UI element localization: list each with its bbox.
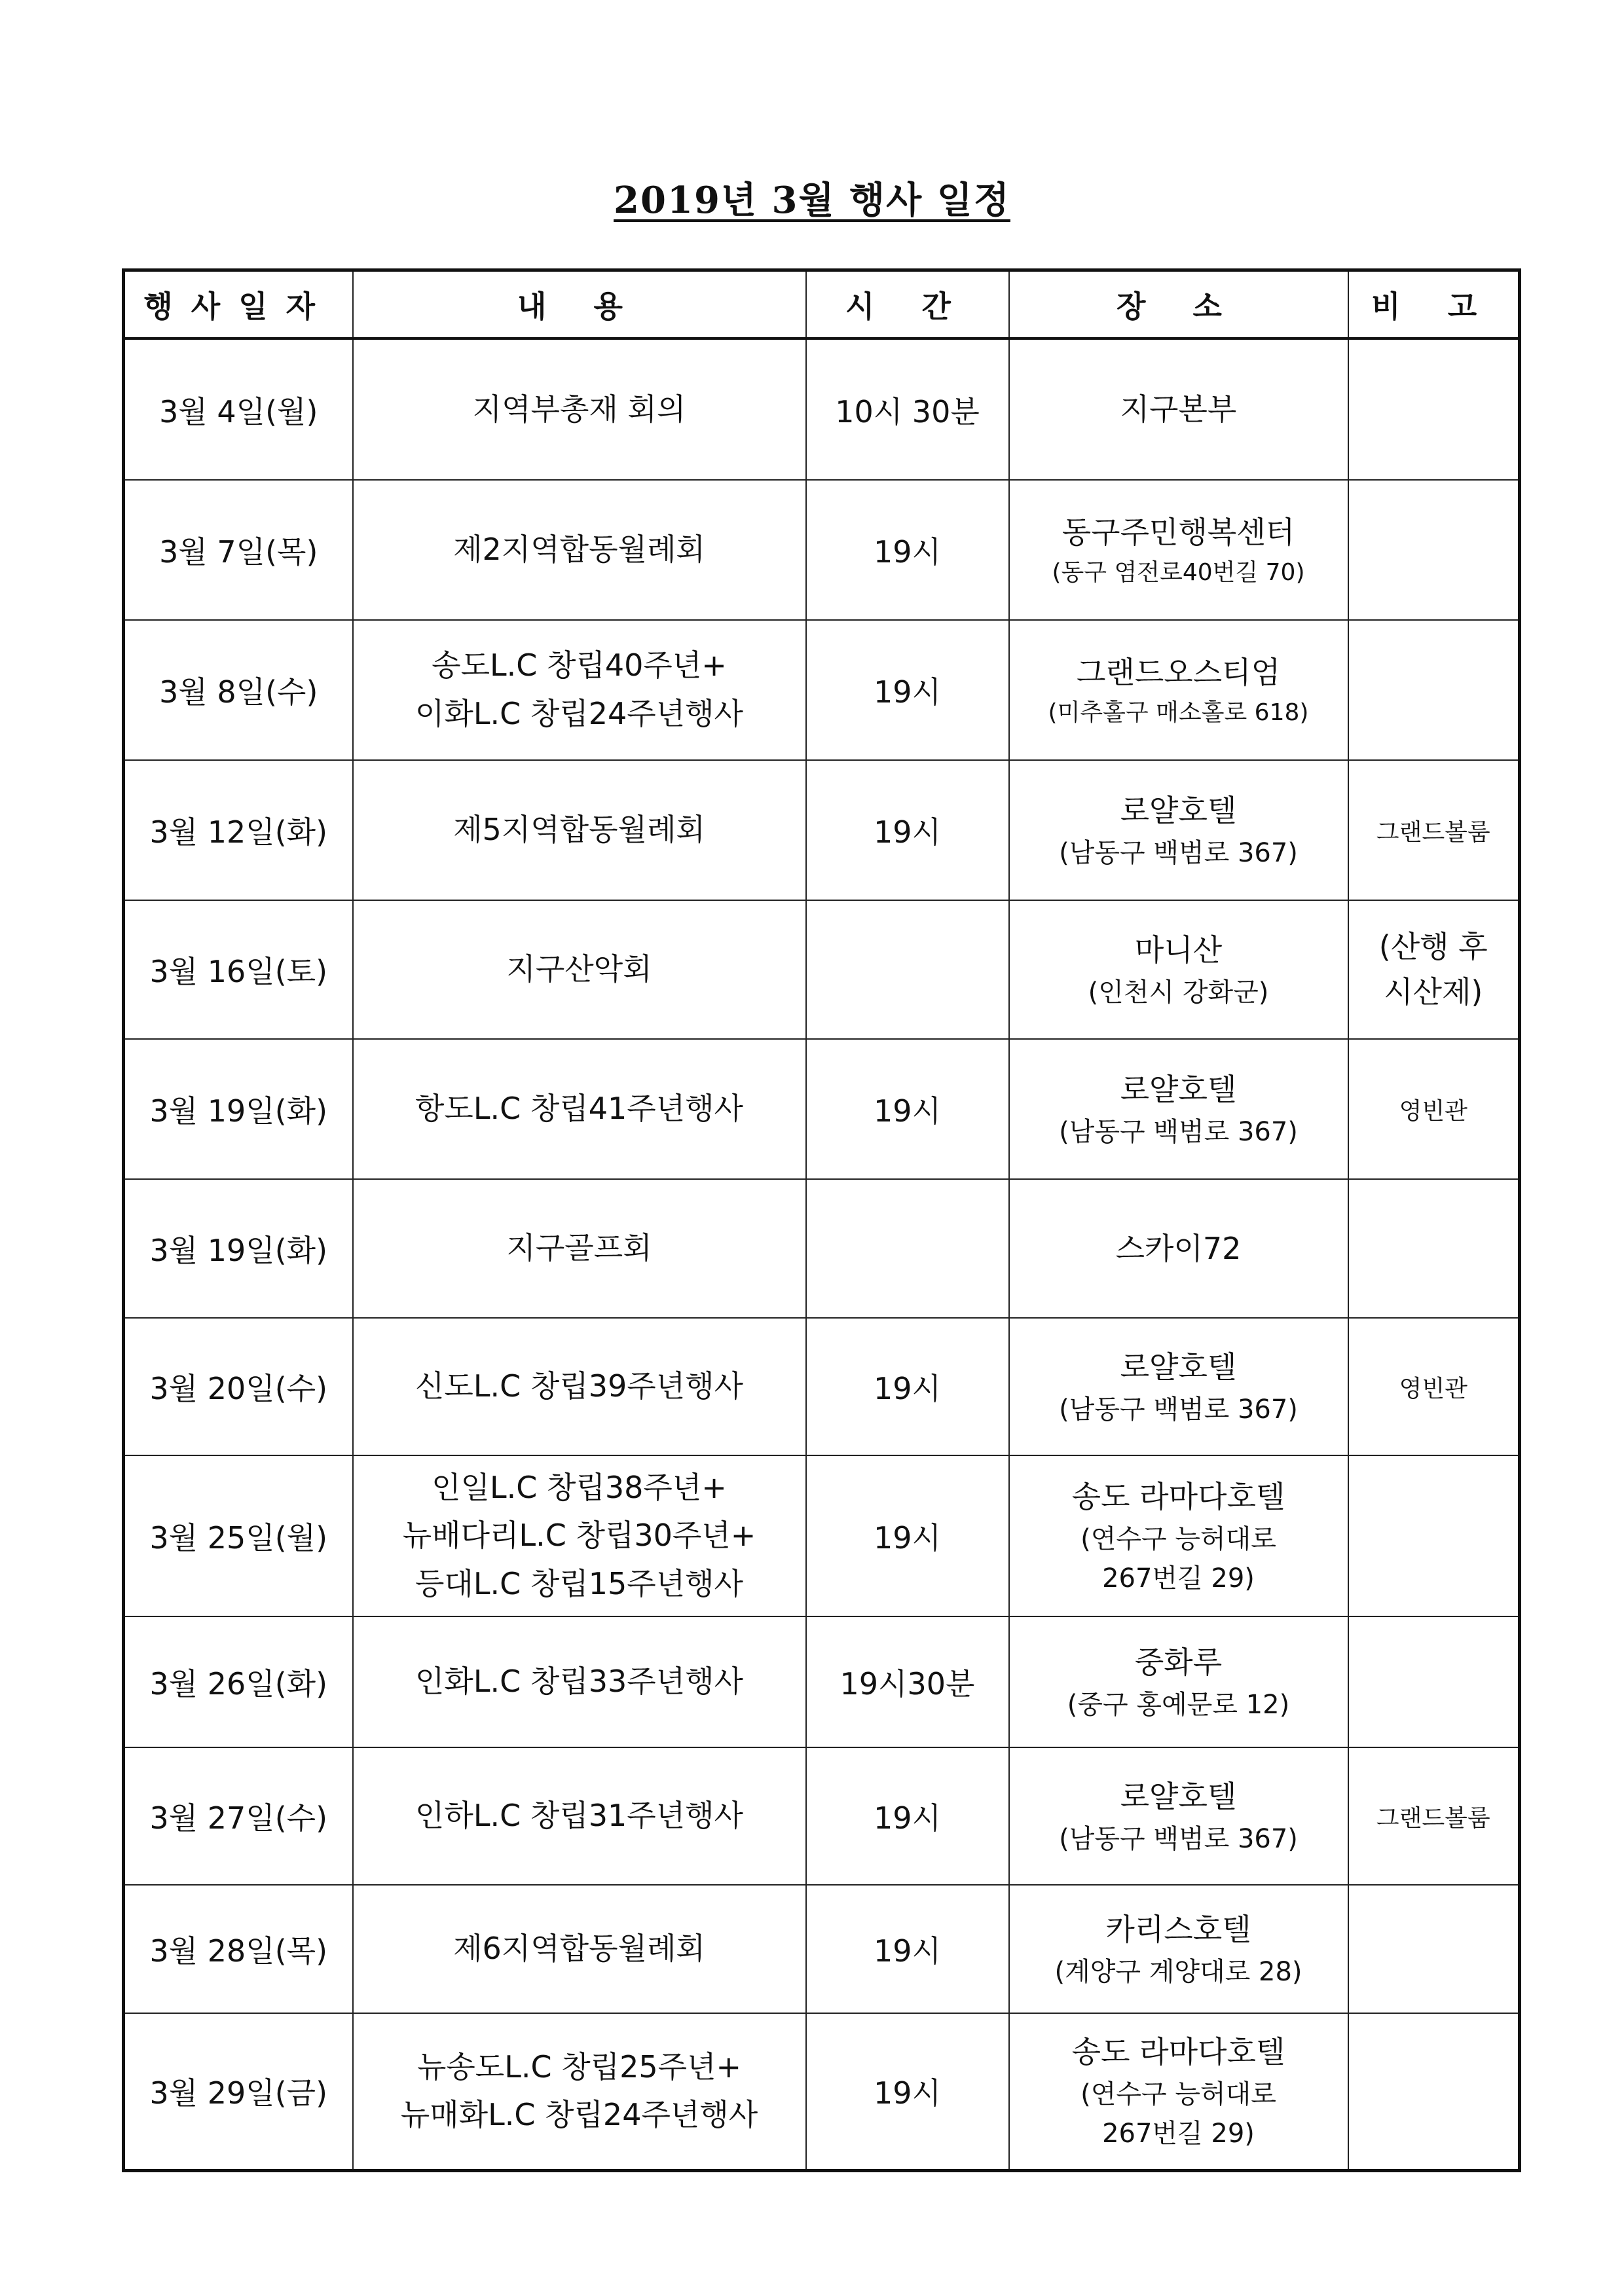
event-content-line: 지역부총재 회의 <box>472 391 686 427</box>
event-note: 그랜드볼룸 <box>1376 818 1490 846</box>
event-content-cell <box>353 1039 806 1179</box>
event-content-cell <box>353 1179 806 1318</box>
header-note <box>1348 270 1520 339</box>
event-date-cell <box>124 900 353 1039</box>
event-date-cell <box>124 760 353 900</box>
event-place-address: 267번길 29) <box>1102 2118 1255 2149</box>
table-row <box>124 338 1520 480</box>
table-header-row <box>124 270 1520 339</box>
event-date: 3월 8일(수) <box>159 674 318 710</box>
event-date: 3월 20일(수) <box>149 1371 328 1406</box>
event-content-cell <box>353 1616 806 1747</box>
event-place-address: (남동구 백범로 367) <box>1059 837 1298 868</box>
event-content-cell <box>353 338 806 480</box>
event-place-cell <box>1009 1885 1348 2013</box>
event-content-line: 제5지역합동월례회 <box>453 812 705 848</box>
event-note: (산행 후 <box>1378 929 1488 964</box>
event-date-cell <box>124 1318 353 1455</box>
event-place-cell <box>1009 1318 1348 1455</box>
event-place-address: (중구 홍예문로 12) <box>1067 1689 1290 1720</box>
event-time-cell <box>806 1747 1009 1885</box>
event-note-cell <box>1348 338 1520 480</box>
event-note-cell <box>1348 1039 1520 1179</box>
event-date: 3월 25일(월) <box>149 1520 328 1556</box>
event-date-cell <box>124 338 353 480</box>
table-row <box>124 760 1520 900</box>
event-date-cell <box>124 2013 353 2170</box>
event-date: 3월 12일(화) <box>149 814 328 850</box>
event-time-cell <box>806 1039 1009 1179</box>
event-place-cell <box>1009 760 1348 900</box>
event-place-name: 중화루 <box>1134 1644 1223 1680</box>
page-title <box>0 172 1624 224</box>
event-content-cell <box>353 480 806 620</box>
event-note-cell <box>1348 2013 1520 2170</box>
event-place-name: 송도 라마다호텔 <box>1071 2033 1285 2069</box>
event-place-address: (남동구 백범로 367) <box>1059 1823 1298 1854</box>
event-date: 3월 28일(목) <box>149 1933 328 1969</box>
event-date: 3월 7일(목) <box>159 534 318 570</box>
event-content-cell <box>353 1318 806 1455</box>
event-note: 시산제) <box>1384 974 1483 1010</box>
event-content-cell <box>353 2013 806 2170</box>
event-note-cell <box>1348 900 1520 1039</box>
event-content-cell <box>353 1885 806 2013</box>
table-row <box>124 1747 1520 1885</box>
header-date <box>124 270 353 339</box>
event-time: 19시 <box>874 534 941 570</box>
event-place-name: 카리스호텔 <box>1105 1911 1251 1947</box>
event-note: 영빈관 <box>1399 1375 1467 1402</box>
event-content-line: 이화L.C 창립24주년행사 <box>415 696 743 731</box>
event-content-line: 인화L.C 창립33주년행사 <box>415 1664 743 1700</box>
event-date-cell <box>124 1039 353 1179</box>
event-date-cell <box>124 1885 353 2013</box>
event-place-name: 지구본부 <box>1120 392 1237 427</box>
event-note-cell <box>1348 1885 1520 2013</box>
event-note: 그랜드볼룸 <box>1376 1804 1490 1832</box>
event-place-cell <box>1009 2013 1348 2170</box>
event-time: 19시 <box>874 674 941 710</box>
event-time-cell <box>806 1885 1009 2013</box>
event-time: 10시 30분 <box>835 393 980 429</box>
table-row <box>124 900 1520 1039</box>
event-time-cell <box>806 2013 1009 2170</box>
event-content-line: 지구산악회 <box>506 951 652 987</box>
event-content-line: 인하L.C 창립31주년행사 <box>415 1798 743 1834</box>
header-place-label: 장 소 <box>1116 289 1240 324</box>
event-date: 3월 19일(화) <box>149 1233 328 1268</box>
schedule-table <box>122 268 1521 2172</box>
event-date: 3월 27일(수) <box>149 1800 328 1836</box>
event-content-line: 제6지역합동월례회 <box>453 1931 705 1967</box>
event-content-line: 신도L.C 창립39주년행사 <box>415 1368 743 1404</box>
event-note-cell <box>1348 480 1520 620</box>
table-row <box>124 1455 1520 1616</box>
event-content-line: 제2지역합동월례회 <box>453 532 705 568</box>
event-note-cell <box>1348 620 1520 760</box>
table-row <box>124 1179 1520 1318</box>
event-place-name: 로얄호텔 <box>1120 1071 1237 1107</box>
event-place-cell <box>1009 480 1348 620</box>
event-place-cell <box>1009 900 1348 1039</box>
header-content-label: 내 용 <box>517 289 641 324</box>
event-time-cell <box>806 1455 1009 1616</box>
event-content-line: 인일L.C 창립38주년+ <box>432 1469 727 1505</box>
event-time: 19시30분 <box>840 1666 975 1702</box>
event-content-line: 송도L.C 창립40주년+ <box>432 647 727 683</box>
header-place <box>1009 270 1348 339</box>
event-content-line: 항도L.C 창립41주년행사 <box>415 1091 743 1127</box>
event-content-line: 지구골프회 <box>506 1230 652 1266</box>
table-row <box>124 1616 1520 1747</box>
header-time <box>806 270 1009 339</box>
event-date-cell <box>124 480 353 620</box>
event-content-line: 등대L.C 창립15주년행사 <box>415 1565 743 1601</box>
event-note-cell <box>1348 1179 1520 1318</box>
event-date: 3월 29일(금) <box>149 2075 328 2111</box>
event-place-name: 스카이72 <box>1115 1230 1242 1266</box>
event-place-cell <box>1009 620 1348 760</box>
event-note-cell <box>1348 1318 1520 1455</box>
event-place-address: 267번길 29) <box>1102 1563 1255 1594</box>
event-time-cell <box>806 1179 1009 1318</box>
event-date: 3월 19일(화) <box>149 1093 328 1129</box>
event-place-cell <box>1009 1179 1348 1318</box>
event-date-cell <box>124 1747 353 1885</box>
event-time-cell <box>806 900 1009 1039</box>
event-time-cell <box>806 338 1009 480</box>
table-row <box>124 1318 1520 1455</box>
event-time-cell <box>806 1318 1009 1455</box>
event-note-cell <box>1348 1616 1520 1747</box>
event-content-cell <box>353 900 806 1039</box>
event-time-cell <box>806 1616 1009 1747</box>
table-row <box>124 2013 1520 2170</box>
event-place-address: (계양구 계양대로 28) <box>1054 1956 1302 1987</box>
event-place-name: 송도 라마다호텔 <box>1071 1478 1285 1514</box>
event-content-line: 뉴매화L.C 창립24주년행사 <box>400 2097 758 2133</box>
event-date: 3월 16일(토) <box>149 954 328 989</box>
event-date: 3월 26일(화) <box>149 1666 328 1702</box>
table-row <box>124 480 1520 620</box>
event-place-cell <box>1009 1455 1348 1616</box>
event-place-address: (동구 염전로40번길 70) <box>1052 558 1305 586</box>
event-note-cell <box>1348 1747 1520 1885</box>
table-row <box>124 1039 1520 1179</box>
event-place-address: (남동구 백범로 367) <box>1059 1394 1298 1425</box>
event-time: 19시 <box>874 1800 941 1836</box>
event-date: 3월 4일(월) <box>159 393 318 429</box>
event-content-line: 뉴송도L.C 창립25주년+ <box>416 2049 742 2085</box>
event-place-address: (인천시 강화군) <box>1088 977 1269 1008</box>
event-content-cell <box>353 620 806 760</box>
event-note-cell <box>1348 760 1520 900</box>
event-date-cell <box>124 1179 353 1318</box>
event-time: 19시 <box>874 1933 941 1969</box>
event-place-name: 로얄호텔 <box>1120 1778 1237 1814</box>
page-title-text: 2019년 3월 행사 일정 <box>614 179 1010 222</box>
event-time-cell <box>806 620 1009 760</box>
event-place-name: 로얄호텔 <box>1120 792 1237 828</box>
event-time-cell <box>806 480 1009 620</box>
event-place-name: 마니산 <box>1134 932 1223 968</box>
event-content-cell <box>353 1747 806 1885</box>
event-place-address: (연수구 능허대로 <box>1080 1523 1276 1554</box>
event-place-cell <box>1009 1039 1348 1179</box>
event-place-cell <box>1009 1616 1348 1747</box>
event-date-cell <box>124 1616 353 1747</box>
event-place-name: 로얄호텔 <box>1120 1349 1237 1385</box>
table-row <box>124 1885 1520 2013</box>
event-date-cell <box>124 620 353 760</box>
event-place-cell <box>1009 1747 1348 1885</box>
event-time: 19시 <box>874 814 941 850</box>
event-content-cell <box>353 760 806 900</box>
event-time: 19시 <box>874 2075 941 2111</box>
header-content <box>353 270 806 339</box>
event-time: 19시 <box>874 1520 941 1556</box>
event-place-address: (미추홀구 매소홀로 618) <box>1048 699 1309 726</box>
header-note-label: 비 고 <box>1371 289 1496 324</box>
event-time-cell <box>806 760 1009 900</box>
event-place-cell <box>1009 338 1348 480</box>
event-content-cell <box>353 1455 806 1616</box>
header-date-label: 행사일자 <box>143 289 334 324</box>
event-place-address: (연수구 능허대로 <box>1080 2079 1276 2109</box>
event-place-name: 그랜드오스티엄 <box>1076 654 1281 690</box>
event-date-cell <box>124 1455 353 1616</box>
event-note-cell <box>1348 1455 1520 1616</box>
header-time-label: 시 간 <box>845 289 969 324</box>
event-place-name: 동구주민행복센터 <box>1061 514 1295 550</box>
event-place-address: (남동구 백범로 367) <box>1059 1116 1298 1147</box>
event-time: 19시 <box>874 1371 941 1406</box>
event-note: 영빈관 <box>1399 1097 1467 1125</box>
event-time: 19시 <box>874 1093 941 1129</box>
event-content-line: 뉴배다리L.C 창립30주년+ <box>402 1518 756 1554</box>
table-row <box>124 620 1520 760</box>
